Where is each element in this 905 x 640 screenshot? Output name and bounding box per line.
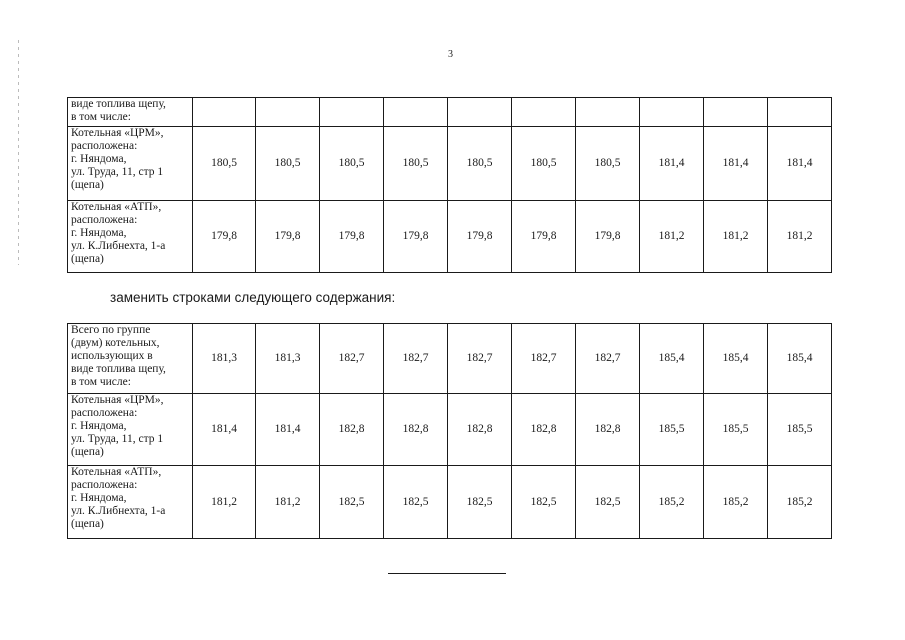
value-cell	[320, 98, 384, 127]
value-cell: 181,4	[193, 394, 256, 466]
row-label	[68, 394, 193, 466]
row-label-line: расположена:	[71, 407, 138, 419]
value-cell: 181,2	[193, 466, 256, 539]
instruction-text: заменить строками следующего содержания:	[110, 290, 396, 305]
value-cell: 180,5	[193, 127, 256, 201]
value-cell: 182,8	[512, 394, 576, 466]
value-cell: 185,5	[704, 394, 768, 466]
row-label	[68, 324, 193, 394]
row-label-line: (двум) котельных,	[71, 337, 160, 349]
value-cell: 182,7	[320, 324, 384, 394]
value-cell: 181,2	[768, 201, 832, 273]
table-row	[68, 466, 832, 539]
row-label-line: расположена:	[71, 214, 138, 226]
table-row	[68, 324, 832, 394]
row-label	[68, 201, 193, 273]
value-cell: 179,8	[193, 201, 256, 273]
value-cell: 181,2	[640, 201, 704, 273]
row-label-line: ул. К.Либнехта, 1-а	[71, 505, 166, 517]
value-cell: 182,5	[384, 466, 448, 539]
value-cell: 182,8	[320, 394, 384, 466]
table-row	[68, 201, 832, 273]
value-cell: 181,3	[256, 324, 320, 394]
table-row	[68, 394, 832, 466]
row-label-line: в том числе:	[71, 376, 131, 388]
value-cell: 182,5	[512, 466, 576, 539]
value-cell	[768, 98, 832, 127]
value-cell: 181,4	[704, 127, 768, 201]
value-cell	[640, 98, 704, 127]
row-label-line: (щепа)	[71, 518, 104, 530]
row-label-line: ул. Труда, 11, стр 1	[71, 166, 164, 178]
value-cell: 181,4	[256, 394, 320, 466]
value-cell: 180,5	[576, 127, 640, 201]
table-row	[68, 127, 832, 201]
value-cell: 185,5	[768, 394, 832, 466]
row-label-line: (щепа)	[71, 179, 104, 191]
row-label-line: Котельная «ЦРМ»,	[71, 394, 164, 406]
row-label-line: в том числе:	[71, 111, 131, 123]
margin-line	[18, 40, 19, 265]
table-row	[68, 98, 832, 127]
value-cell	[193, 98, 256, 127]
row-label-line: Котельная «АТП»,	[71, 201, 162, 213]
row-label-line: виде топлива щепу,	[71, 363, 166, 375]
value-cell	[704, 98, 768, 127]
value-cell: 181,4	[768, 127, 832, 201]
value-cell	[384, 98, 448, 127]
old-table	[67, 97, 832, 273]
value-cell: 182,7	[448, 324, 512, 394]
row-label-line: г. Няндома,	[71, 153, 127, 165]
value-cell	[512, 98, 576, 127]
footer-rule	[388, 573, 506, 574]
row-label-line: виде топлива щепу,	[71, 98, 166, 110]
value-cell: 179,8	[320, 201, 384, 273]
value-cell: 185,2	[704, 466, 768, 539]
page-number: 3	[448, 49, 453, 60]
row-label-line: Котельная «АТП»,	[71, 466, 162, 478]
value-cell: 182,8	[384, 394, 448, 466]
value-cell: 180,5	[512, 127, 576, 201]
value-cell: 182,5	[576, 466, 640, 539]
value-cell: 180,5	[256, 127, 320, 201]
value-cell: 182,7	[512, 324, 576, 394]
value-cell: 182,5	[448, 466, 512, 539]
value-cell: 181,4	[640, 127, 704, 201]
value-cell: 180,5	[320, 127, 384, 201]
value-cell: 182,8	[576, 394, 640, 466]
row-label	[68, 98, 193, 127]
value-cell: 185,4	[704, 324, 768, 394]
value-cell: 185,4	[640, 324, 704, 394]
row-label-line: Котельная «ЦРМ»,	[71, 127, 164, 139]
row-label-line: ул. К.Либнехта, 1-а	[71, 240, 166, 252]
row-label-line: г. Няндома,	[71, 420, 127, 432]
value-cell: 182,7	[384, 324, 448, 394]
new-table	[67, 323, 832, 539]
value-cell	[448, 98, 512, 127]
row-label-line: расположена:	[71, 479, 138, 491]
row-label-line: Всего по группе	[71, 324, 151, 336]
value-cell	[576, 98, 640, 127]
value-cell: 185,2	[768, 466, 832, 539]
row-label-line: ул. Труда, 11, стр 1	[71, 433, 164, 445]
value-cell: 179,8	[448, 201, 512, 273]
row-label-line: расположена:	[71, 140, 138, 152]
value-cell: 181,2	[256, 466, 320, 539]
value-cell: 180,5	[448, 127, 512, 201]
value-cell	[256, 98, 320, 127]
value-cell: 182,5	[320, 466, 384, 539]
value-cell: 185,5	[640, 394, 704, 466]
value-cell: 181,3	[193, 324, 256, 394]
value-cell: 182,7	[576, 324, 640, 394]
value-cell: 179,8	[576, 201, 640, 273]
value-cell: 179,8	[256, 201, 320, 273]
value-cell: 179,8	[384, 201, 448, 273]
row-label-line: г. Няндома,	[71, 492, 127, 504]
value-cell: 185,4	[768, 324, 832, 394]
row-label	[68, 127, 193, 201]
row-label-line: (щепа)	[71, 446, 104, 458]
row-label	[68, 466, 193, 539]
row-label-line: г. Няндома,	[71, 227, 127, 239]
value-cell: 181,2	[704, 201, 768, 273]
value-cell: 179,8	[512, 201, 576, 273]
row-label-line: (щепа)	[71, 253, 104, 265]
value-cell: 185,2	[640, 466, 704, 539]
value-cell: 180,5	[384, 127, 448, 201]
value-cell: 182,8	[448, 394, 512, 466]
row-label-line: использующих в	[71, 350, 153, 362]
